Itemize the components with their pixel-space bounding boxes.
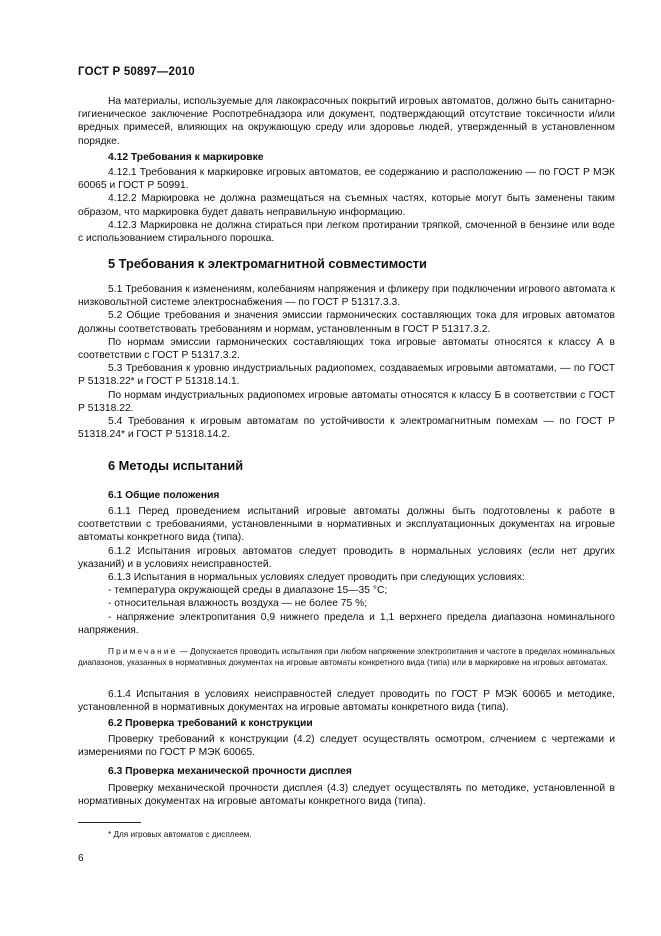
clause-5-1: 5.1 Требования к изменениям, колебаниям напряжения и фликеру при подключении игрового автомата к низковольтной системе электроснабжения — по ГОСТ Р 51317.3.3. xyxy=(78,284,615,309)
clause-5-2: 5.2 Общие требования и значения эмиссии гармонических составляющих тока для игровых автоматов должны соответствовать требованиям и нормам, установленным в ГОСТ Р 51317.3.2. xyxy=(78,310,615,335)
paragraph-text: На материалы, используемые для лакокрасочных покрытий игровых автоматов, должно быть санитарно-гигиеническое заключение Роспотребнадзора или документ, подтверждающий отсутствие токсичности и/или вредных примесей, влияющих на окружающую среду или здоровье людей, утвержденный в установленном порядке. xyxy=(78,96,615,147)
subsection-6-2-title: 6.2 Проверка требований к конструкции xyxy=(108,718,313,729)
section-6-title: 6 Методы испытаний xyxy=(108,458,244,473)
clause-6-1-4: 6.1.4 Испытания в условиях неисправностей следует проводить по ГОСТ Р МЭК 60065 и методике, установленной в нормативных документах на игровые автоматы конкретного вида (типа). xyxy=(78,689,615,714)
note-label: Примечание xyxy=(108,647,178,656)
clause-5-2-class: По нормам эмиссии гармонических составляющих тока игровые автоматы относятся к классу А в соответствии с ГОСТ Р 51317.3.2. xyxy=(78,336,615,362)
clause-6-1-3: 6.1.3 Испытания в нормальных условиях следует проводить при следующих условиях: xyxy=(108,572,525,584)
clause-6-1-1: 6.1.1 Перед проведением испытаний игровые автоматы должны быть подготовлены к работе в соответствии с требованиями, установленными в нормативных и эксплуатационных документах на игровые автоматы конкретного вида (типа). xyxy=(78,506,615,544)
clause-5-3: 5.3 Требования к уровню индустриальных радиопомех, создаваемых игровыми автоматами, — по ГОСТ Р 51318.22* и ГОСТ Р 51318.14.1. xyxy=(78,363,615,388)
note-text: — Допускается проводить испытания при любом напряжении электропитания и частоте в пределах номинальных диапазонов, указанных в нормативных документах на игровые автоматы конкретного вида (типа) или в маркировке на игровых автоматах. xyxy=(78,647,615,667)
section-5-title: 5 Требования к электромагнитной совместимости xyxy=(108,256,427,271)
paragraph-lacquer-coatings xyxy=(78,95,615,148)
note-block xyxy=(78,646,615,668)
clause-6-2: Проверку требований к конструкции (4.2) следует осуществлять осмотром, слчением с чертежами и измерениями по ГОСТ Р МЭК 60065. xyxy=(78,734,615,759)
condition-humidity: - относительная влажность воздуха — не более 75 %; xyxy=(108,598,368,610)
subsection-6-3-body xyxy=(78,782,615,808)
clause-5-4: 5.4 Требования к игровым автоматам по устойчивости к электромагнитным помехам — по ГОСТ Р 51318.24* и ГОСТ Р 51318.14.2. xyxy=(78,416,615,441)
condition-voltage: - напряжение электропитания 0,9 нижнего предела и 1,1 верхнего предела диапазона номинального напряжения. xyxy=(78,611,615,636)
subsection-4-12-title: 4.12 Требования к маркировке xyxy=(108,152,264,163)
subsection-6-1-title: 6.1 Общие положения xyxy=(108,490,220,501)
section-5-body xyxy=(78,283,615,441)
subsection-6-2-body xyxy=(78,733,615,759)
clause-6-3: Проверку механической прочности дисплея (4.3) следует осуществлять по методике, установленной в нормативных документах на игровые автоматы конкретного вида (типа). xyxy=(78,783,615,808)
clause-4-12-2: 4.12.2 Маркировка не должна размещаться на съемных частях, которые могут быть заменены таким образом, что маркировка будет давать неправильную информацию. xyxy=(78,193,615,218)
subsection-6-1-body xyxy=(78,505,615,637)
condition-temperature: - температура окружающей среды в диапазоне 15—35 °С; xyxy=(108,585,388,597)
clause-6-1-4-block xyxy=(78,688,615,714)
clause-4-12-3: 4.12.3 Маркировка не должна стираться при легком протирании тряпкой, смоченной в бензине или воде с использованием стирального порошка. xyxy=(78,219,615,245)
document-code-header: ГОСТ Р 50897—2010 xyxy=(78,66,195,78)
page-number: 6 xyxy=(78,853,84,864)
footnote: * Для игровых автоматов с дисплеем. xyxy=(108,830,252,839)
clause-4-12-1: 4.12.1 Требования к маркировке игровых автоматов, ее содержанию и расположению — по ГОСТ Р МЭК 60065 и ГОСТ Р 50991. xyxy=(78,167,615,192)
footnote-divider xyxy=(78,822,141,823)
clause-5-3-class: По нормам индустриальных радиопомех игровые автоматы относятся к классу Б в соответствии с ГОСТ Р 51318.22. xyxy=(78,389,615,414)
subsection-4-12-body xyxy=(78,166,615,245)
clause-6-1-2: 6.1.2 Испытания игровых автоматов следует проводить в нормальных условиях (если нет других указаний) и в условиях неисправностей. xyxy=(78,545,615,570)
subsection-6-3-title: 6.3 Проверка механической прочности дисплея xyxy=(108,766,352,777)
